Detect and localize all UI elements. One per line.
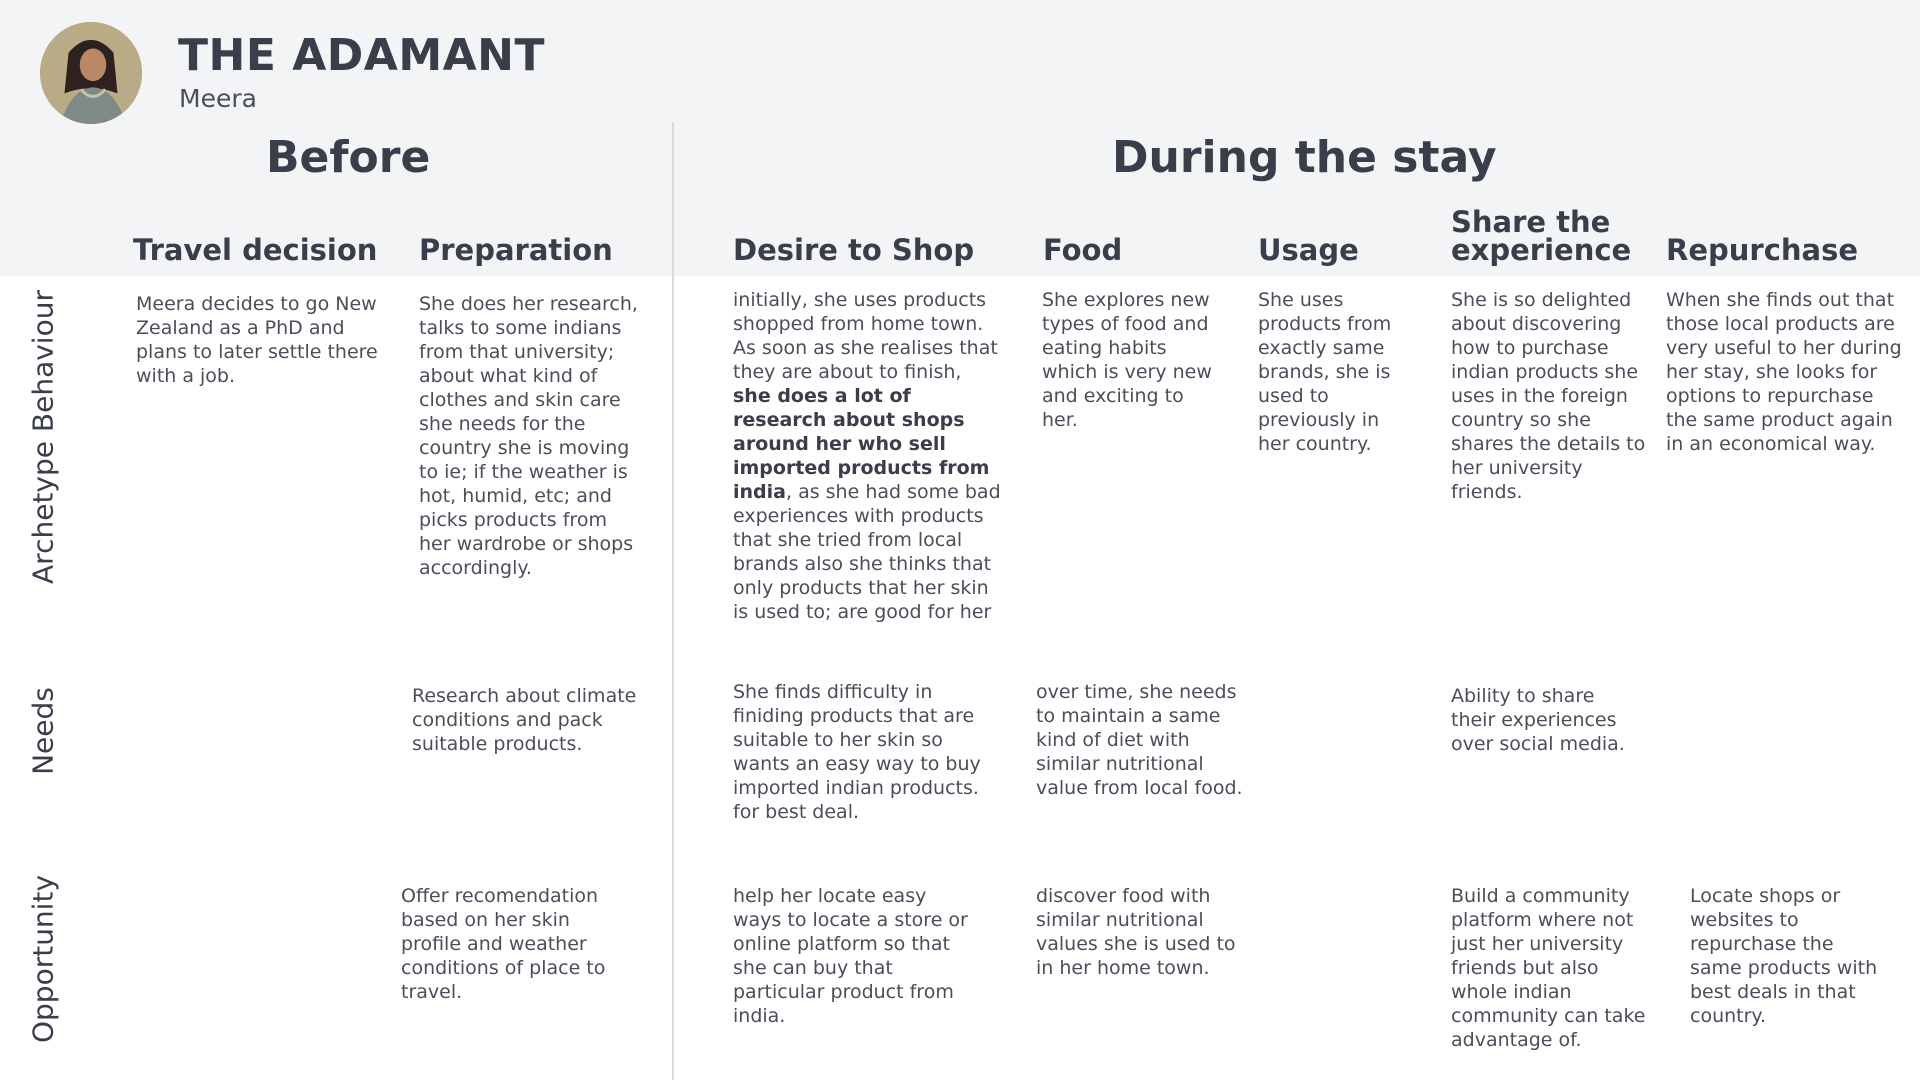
opportunity-desire-to-shop: help her locate easy ways to locate a store or online platform so that she can buy that particular product from india. (733, 885, 968, 1027)
column-share-line2: experience (1451, 233, 1632, 267)
column-travel-decision: Travel decision (133, 233, 378, 267)
row-label-behaviour: Archetype Behaviour (26, 290, 60, 584)
column-food: Food (1043, 233, 1123, 267)
phase-during-heading: During the stay (1112, 132, 1497, 183)
behaviour-usage: She uses products from exactly same brands, she is used to previously in her country. (1258, 289, 1392, 455)
column-usage: Usage (1258, 233, 1359, 267)
behaviour-share: She is so delighted about discovering how to purchase indian products she uses in the foreign country so she shares the details to her university friends. (1451, 289, 1646, 503)
behaviour-desire-text-end: , as she had some bad experiences with products that she tried from local brands also she thinks that only products that her skin is used to; are good for her (733, 481, 1001, 623)
row-label-needs: Needs (26, 687, 60, 775)
behaviour-preparation: She does her research, talks to some indians from that university; about what kind of clothes and skin care she needs for the country she is moving to ie; if the weather is hot, humid, etc; and picks products from her wardrobe or shops accordingly. (419, 293, 638, 579)
behaviour-desire-text-start: initially, she uses products shopped from home town. As soon as she realises that they are about to finish, (733, 289, 998, 383)
persona-name: Meera (179, 84, 257, 113)
needs-desire-to-shop: She finds difficulty in finiding products that are suitable to her skin so wants an easy way to buy imported indian products. for best deal. (733, 681, 981, 823)
needs-food: over time, she needs to maintain a same kind of diet with similar nutritional value from local food. (1036, 681, 1243, 799)
behaviour-repurchase: When she finds out that those local products are very useful to her during her stay, she looks for options to repurchase the same product again in an economical way. (1666, 289, 1902, 455)
column-share-experience (1451, 205, 1632, 267)
opportunity-food: discover food with similar nutritional values she is used to in her home town. (1036, 885, 1236, 979)
behaviour-desire-text-bold: she does a lot of research about shops around her who sell imported products from india (733, 385, 990, 503)
persona-avatar (40, 22, 142, 124)
row-label-opportunity: Opportunity (26, 874, 60, 1044)
opportunity-preparation: Offer recomendation based on her skin profile and weather conditions of place to travel. (401, 885, 606, 1003)
column-share-line1: Share the (1451, 205, 1611, 239)
behaviour-desire-to-shop (733, 288, 1005, 624)
person-portrait-icon (40, 22, 142, 124)
column-preparation: Preparation (419, 233, 613, 267)
needs-preparation: Research about climate conditions and pack suitable products. (412, 685, 637, 755)
behaviour-food: She explores new types of food and eating habits which is very new and exciting to her. (1042, 289, 1212, 431)
needs-share: Ability to share their experiences over social media. (1451, 685, 1625, 755)
phase-divider (672, 122, 674, 1080)
column-repurchase: Repurchase (1666, 233, 1859, 267)
persona-type-title: THE ADAMANT (178, 30, 546, 81)
behaviour-travel-decision: Meera decides to go New Zealand as a PhD and plans to later settle there with a job. (136, 293, 378, 387)
column-desire-to-shop: Desire to Shop (733, 233, 975, 267)
phase-before-heading: Before (266, 132, 431, 183)
opportunity-share: Build a community platform where not just her university friends but also whole indian community can take advantage of. (1451, 885, 1646, 1051)
opportunity-repurchase: Locate shops or websites to repurchase the same products with best deals in that country. (1690, 885, 1878, 1027)
